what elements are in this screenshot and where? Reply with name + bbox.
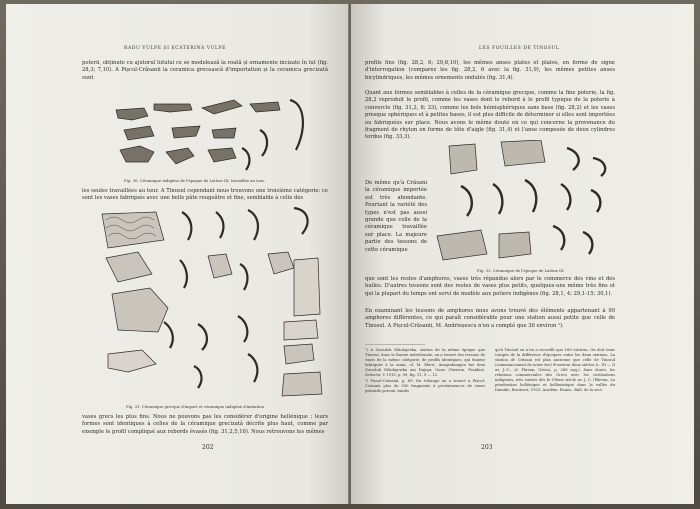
left-text-top: poterii, obținute cu ajutorul lutului ce se modelează la roată și ornamente incizate în lut (fig. 28,3; 7,10). A Pișcul-Crăsanii la ceramica grecească d'importation și la ceramica grecizată sunt — [82, 60, 328, 81]
handle-profile — [294, 208, 308, 234]
left-text-middle: les seules travaillées au tour. A Tinosul cependant nous trouvons une troisième catégorie: ce sont les vases fabriqués avec une belle pâte rougeâtre et fine, semblable à celle des — [82, 188, 328, 202]
jug-silhouette — [294, 258, 320, 316]
sherd-9 — [166, 148, 194, 164]
sherd-a — [208, 254, 232, 278]
footnote-rule — [365, 344, 425, 345]
sherd-10 — [208, 148, 236, 162]
left-page-number: 202 — [202, 444, 214, 451]
sherd-6 — [172, 126, 200, 138]
vase-profile-a — [182, 212, 191, 240]
left-text-bottom: vases grecs les plus fins. Nous ne pouvons pas les considérer d'origine hellénique ; leurs formes sont identiques à celles de la céramique grecizată décrite plus haut, comme par exemple le profil compliqué aux rebords évasés (fig. 31,2,5,10). Nous retrouvons les mêmes — [82, 414, 328, 435]
vase-profile-c — [248, 210, 258, 240]
decorated-sherd-2 — [106, 252, 152, 282]
rim-profile-1 — [567, 148, 579, 170]
sherd-5 — [124, 126, 154, 140]
fig30-caption: Fig. 30. Céramique indigène de l'époque de Latène III, travaillée au tour. — [124, 178, 266, 183]
left-running-head: RADU VULPE ȘI ECATERINA VULPE — [124, 46, 226, 51]
sherd-1 — [116, 108, 148, 120]
figure-30 — [110, 90, 324, 176]
animal-head-fragment — [501, 140, 545, 166]
pottery-sherds-fig30 — [110, 90, 324, 176]
vase-profile-3 — [242, 148, 249, 170]
sherd-b — [268, 252, 294, 274]
pottery-fig32 — [433, 140, 619, 266]
pottery-fig31 — [98, 204, 328, 402]
right-text-top: profils fins (fig. 28,2, 6; 29,8,10), les mêmes anses plates et plates, en forme de signe d'interrogation (comparez les fig. 28,2, 6 avec la fig. 31,9), les mêmes petites anses bicylindriques, les mêmes ornements ondulés (fig. 31,4). — [365, 60, 615, 81]
vase-profile-1 — [290, 100, 303, 150]
fig31-caption: Fig. 31. Céramique grecque d'import et céramique indigène d'imitation. — [126, 404, 266, 409]
vase-profile-2 — [260, 130, 267, 156]
sherd-8 — [120, 146, 154, 162]
figure-32 — [433, 140, 619, 266]
sherd-7 — [212, 128, 236, 138]
large-vessel-fragment — [112, 288, 168, 332]
cup-fragment — [449, 144, 477, 174]
sherd-3 — [202, 100, 242, 114]
right-text-middle: que sont les restes d'amphores, vases très répandus alors par le commerce des vins et des huiles. D'autres tessons sont des restes de vases plus petits, quelques-uns même très fins et qui la plupart du temps ont servi de modèle aux potiers indigènes (fig. 28,1, 4; 29,1-15; 30,1). — [365, 276, 615, 297]
sherd-c — [284, 344, 314, 364]
right-page — [351, 4, 694, 504]
fig32-caption: Fig. 32. Céramique de l'époque de Latène III. — [477, 268, 565, 273]
right-text-middle-2: En examinant les tessons de amphores nous avons trouvé des éléments appartenant à 90 amphores différentes, ce qui paraît considérable pour une station aussi petite que celle de Tinosul. A Pișcul-Crăsanii, M. Andrieșescu n'en a compté que 30 environ ¹). — [365, 308, 615, 329]
sherd-2 — [154, 104, 192, 112]
vase-profile-b — [216, 212, 223, 238]
sherd-d — [282, 372, 322, 396]
bowl-fragment — [437, 230, 487, 260]
figure-31 — [98, 204, 328, 402]
sherd-4 — [250, 102, 280, 112]
right-running-head: LES FOUILLES DE TINOSUL — [479, 46, 560, 51]
footnotes-left-column: ¹) A Goradok Nikolajevka, station de la même époque que Tinosul, dans la Russie méridionale, on a trouvé des tessons de vases de la même catégorie, de profils identiques, qui étaient fabriqués à la main; cf. M. Ebert, Ausgrabungen bei dem Gorodok Nikolajewka am Dnjepr, Gouv. Cherson, Praähist. Zeitschr. V 1913, p. 99, fig. 11, 9 — 12. ²) Pișcul-Crăsanii, p. 69. En échange on a trouvé à Pișcul-Crăsanii plus de 500 fragments à proéminences de vases primitifs poreux, tandis — [365, 348, 485, 393]
right-page-number: 203 — [481, 444, 493, 451]
left-page — [6, 4, 349, 504]
right-text-top-2: Quant aux formes semblables à celles de la céramique grecque, comme la fine poterie, la fig. 28,2 reproduit le profil, comme les vases dont le rebord à le profil typique de la poterie à couvercle (fig. 31,2, 8; 33), comme les bols hémisphériques sans base (fig. 28,2) et les vases presque sphériques et à petites bases, il est plus difficile de déterminer si elles sont importées ou fabriquées sur place. Nous avons le même doute en ce qui concerne la provenance du fragment de rhyton en forme de tête d'aigle (fig. 31,4) et l'anse composée de deux cylindres tordus (fig. 33,3). — [365, 90, 615, 141]
footnotes-right-column: qu'à Tinosul on n'en a recueilli que 160 environ. On doit tenir compte de la différence d'époques entre les deux stations. La station de Crăsani est plus ancienne que celle de Tinosul (commencement de notre ère) d'environ deux siècles (c. III — II av. J.-C.; cf. Pârvan, Getica, p. 286 sqq.). Sans doute, les relations commerciales des Grecs avec les civilisations indigènes, très suivies dès le VIème siècle av. J. C. (Pârvan, La pénétration hellénique et hellénistique dans la vallée du Danube, Bucarest, 1923, Académ. Roum., Bull. de la sect. — [495, 348, 615, 392]
rhyton-fragment — [108, 350, 156, 372]
right-text-column: De même qu'à Crăsani la céramique importée est très abondante. Pourtant la variété des types n'est pas aussi grande que celle de la céramique travaillée sur place. La majeure partie des tessons de cette céramique — [365, 180, 427, 253]
